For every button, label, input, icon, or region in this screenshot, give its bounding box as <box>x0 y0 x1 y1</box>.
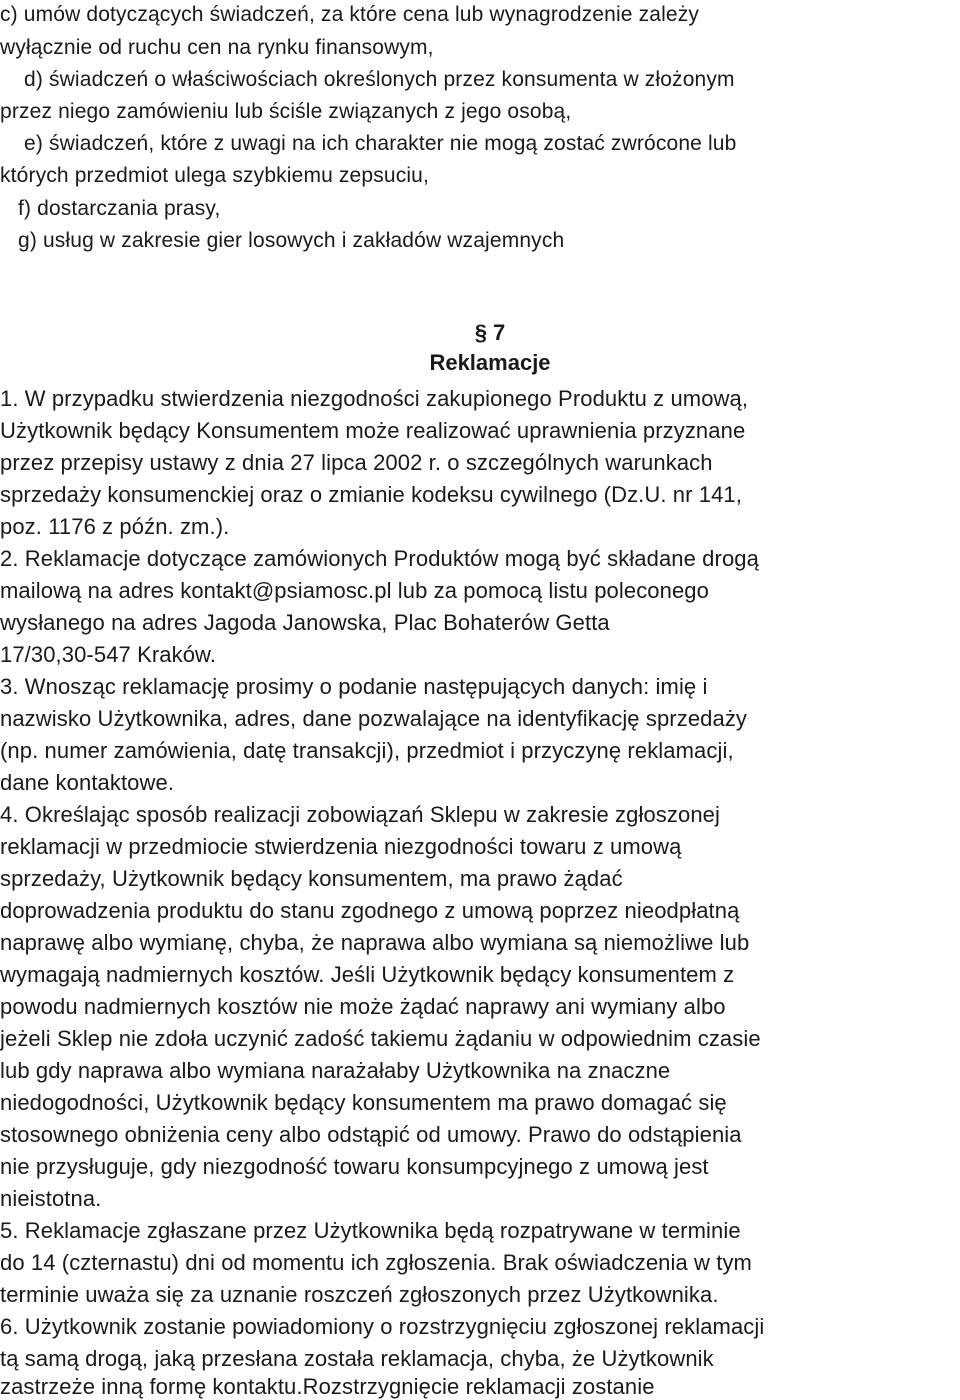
body-line: Użytkownik będący Konsumentem może realizować uprawnienia przyznane <box>0 418 746 443</box>
section-title: Reklamacje <box>429 350 551 375</box>
body-line: doprowadzenia produktu do stanu zgodnego z umową poprzez nieodpłatną <box>0 898 740 923</box>
body-line: 3. Wnosząc reklamację prosimy o podanie następujących danych: imię i <box>0 674 708 699</box>
list-line: e) świadczeń, które z uwagi na ich charakter nie mogą zostać zwrócone lub <box>24 132 737 155</box>
list-line: g) usług w zakresie gier losowych i zakładów wzajemnych <box>18 229 565 252</box>
list-line: c) umów dotyczących świadczeń, za które cena lub wynagrodzenie zależy <box>0 3 700 26</box>
body-line: lub gdy naprawa albo wymiana narażałaby Użytkownika na znaczne <box>0 1058 671 1083</box>
body-line: 4. Określając sposób realizacji zobowiązań Sklepu w zakresie zgłoszonej <box>0 802 721 827</box>
body-line: wymagają nadmiernych kosztów. Jeśli Użytkownik będący konsumentem z <box>0 962 735 987</box>
body-line: 6. Użytkownik zostanie powiadomiony o rozstrzygnięciu zgłoszonej reklamacji <box>0 1314 765 1339</box>
body-line: zastrzeże inną formę kontaktu.Rozstrzygnięcie reklamacji zostanie <box>0 1374 655 1399</box>
list-line: d) świadczeń o właściwościach określonych przez konsumenta w złożonym <box>24 68 735 91</box>
body-line: niedogodności, Użytkownik będący konsumentem ma prawo domagać się <box>0 1090 727 1115</box>
body-line: reklamacji w przedmiocie stwierdzenia niezgodności towaru z umową <box>0 834 682 859</box>
body-line: jeżeli Sklep nie zdoła uczynić zadość takiemu żądaniu w odpowiednim czasie <box>0 1026 761 1051</box>
body-line: stosownego obniżenia ceny albo odstąpić od umowy. Prawo do odstąpienia <box>0 1122 742 1147</box>
section-number: § 7 <box>474 320 506 345</box>
body-line: (np. numer zamówienia, datę transakcji), przedmiot i przyczynę reklamacji, <box>0 738 734 763</box>
body-line: przez przepisy ustawy z dnia 27 lipca 2002 r. o szczególnych warunkach <box>0 450 713 475</box>
body-line: mailową na adres kontakt@psiamosc.pl lub za pomocą listu poleconego <box>0 578 709 603</box>
body-line: sprzedaży konsumenckiej oraz o zmianie kodeksu cywilnego (Dz.U. nr 141, <box>0 482 742 507</box>
body-line: naprawę albo wymianę, chyba, że naprawa albo wymiana są niemożliwe lub <box>0 930 750 955</box>
body-line: do 14 (czternastu) dni od momentu ich zgłoszenia. Brak oświadczenia w tym <box>0 1250 752 1275</box>
body-line: 2. Reklamacje dotyczące zamówionych Produktów mogą być składane drogą <box>0 546 759 571</box>
body-line: 5. Reklamacje zgłaszane przez Użytkownika będą rozpatrywane w terminie <box>0 1218 741 1243</box>
list-line: przez niego zamówieniu lub ściśle związanych z jego osobą, <box>0 100 572 123</box>
body-line: sprzedaży, Użytkownik będący konsumentem, ma prawo żądać <box>0 866 623 891</box>
body-line: wysłanego na adres Jagoda Janowska, Plac Bohaterów Getta <box>0 610 610 635</box>
body-line: nazwisko Użytkownika, adres, dane pozwalające na identyfikację sprzedaży <box>0 706 748 731</box>
body-line: powodu nadmiernych kosztów nie może żądać naprawy ani wymiany albo <box>0 994 726 1019</box>
body-line: tą samą drogą, jaką przesłana została reklamacja, chyba, że Użytkownik <box>0 1346 714 1371</box>
body-line: nieistotna. <box>0 1186 102 1211</box>
body-line: nie przysługuje, gdy niezgodność towaru konsumpcyjnego z umową jest <box>0 1154 709 1179</box>
body-line: dane kontaktowe. <box>0 770 175 795</box>
list-line: f) dostarczania prasy, <box>18 197 221 220</box>
body-line: 1. W przypadku stwierdzenia niezgodności zakupionego Produktu z umową, <box>0 386 749 411</box>
body-line: 17/30,30-547 Kraków. <box>0 642 217 667</box>
list-line: których przedmiot ulega szybkiemu zepsuciu, <box>0 164 429 187</box>
list-line: wyłącznie od ruchu cen na rynku finansowym, <box>0 36 434 59</box>
body-line: terminie uważa się za uznanie roszczeń zgłoszonych przez Użytkownika. <box>0 1282 719 1307</box>
body-line: poz. 1176 z późn. zm.). <box>0 514 230 539</box>
